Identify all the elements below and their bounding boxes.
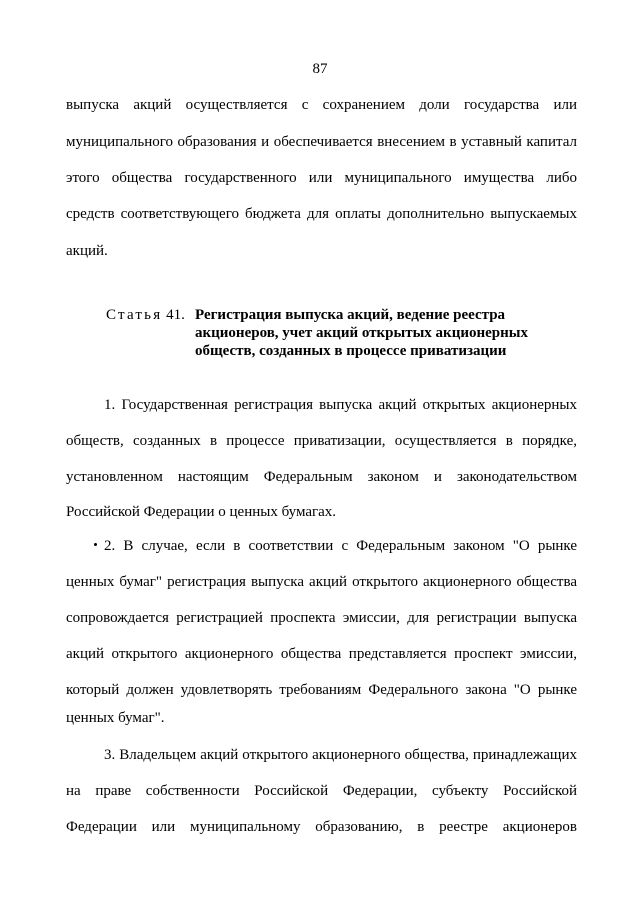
clause-2-line: сопровождается регистрацией проспекта эмиссии, для регистрации выпуска <box>66 610 577 626</box>
clause-1-line: установленном настоящим Федеральным законом и законодательством <box>66 469 577 485</box>
clause-2-line: ценных бумаг" регистрация выпуска акций открытого акционерного общества <box>66 574 577 590</box>
clause-2-line: который должен удовлетворять требованиям Федерального закона "О рынке <box>66 682 577 698</box>
clause-1-line: 1. Государственная регистрация выпуска акций открытых акционерных <box>104 397 577 413</box>
clause-2-line: 2. В случае, если в соответствии с Федеральным законом "О рынке <box>104 538 577 554</box>
article-title-line: Регистрация выпуска акций, ведение реестра <box>195 307 506 323</box>
clause-1-line: Российской Федерации о ценных бумагах. <box>66 504 337 520</box>
paragraph-line: акций. <box>66 243 108 259</box>
clause-2-line: акций открытого акционерного общества представляется проспект эмиссии, <box>66 646 577 662</box>
paragraph-line: этого общества государственного или муниципального имущества либо <box>66 170 577 186</box>
clause-3-line: Федерации или муниципальному образованию, в реестре акционеров <box>66 819 577 835</box>
article-label-word: Статья <box>106 307 163 323</box>
clause-2-line: ценных бумаг". <box>66 710 165 726</box>
article-number: 41. <box>166 307 185 323</box>
article-label <box>106 306 185 324</box>
stray-dot <box>94 543 97 546</box>
clause-1-line: обществ, созданных в процессе приватизации, осуществляется в порядке, <box>66 433 577 449</box>
paragraph-line: выпуска акций осуществляется с сохранением доли государства или <box>66 97 577 113</box>
paragraph-line: средств соответствующего бюджета для оплаты дополнительно выпускаемых <box>66 206 577 222</box>
paragraph-line: муниципального образования и обеспечивается внесением в уставный капитал <box>66 134 577 150</box>
clause-3-line: 3. Владельцем акций открытого акционерного общества, принадлежащих <box>104 747 577 763</box>
clause-3-line: на праве собственности Российской Федерации, субъекту Российской <box>66 783 577 799</box>
article-title-line: обществ, созданных в процессе приватизации <box>195 343 507 359</box>
page-number: 87 <box>312 61 328 77</box>
article-title-line: акционеров, учет акций открытых акционерных <box>195 325 528 341</box>
